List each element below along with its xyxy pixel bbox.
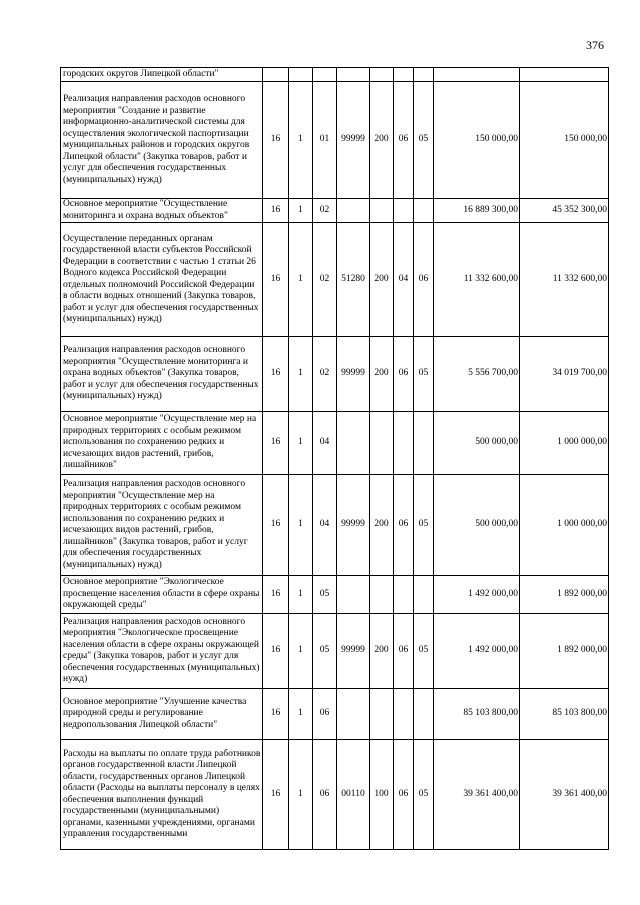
code-direction: [337, 689, 370, 740]
code-section: 04: [394, 223, 414, 337]
code-direction: 99999: [337, 337, 370, 412]
code-expense-type: 200: [370, 614, 394, 689]
code-subsection: [414, 412, 434, 475]
code-measure: 04: [313, 412, 337, 475]
code-subsection: 05: [414, 614, 434, 689]
code-measure: 05: [313, 576, 337, 614]
table-row: [61, 412, 609, 475]
code-direction: [337, 199, 370, 223]
code-subprogram: 1: [289, 475, 313, 576]
amount-year2: 1 892 000,00: [520, 614, 609, 689]
code-subsection: 05: [414, 337, 434, 412]
code-measure: 02: [313, 337, 337, 412]
table-row: [61, 223, 609, 337]
code-measure: 05: [313, 614, 337, 689]
code-section: 06: [394, 614, 414, 689]
code-subsection: 05: [414, 740, 434, 850]
code-section: [394, 689, 414, 740]
code-expense-type: 200: [370, 337, 394, 412]
code-expense-type: [370, 576, 394, 614]
amount-year1: 5 556 700,00: [434, 337, 520, 412]
table-row: [61, 82, 609, 199]
code-section: 06: [394, 82, 414, 199]
code-section: [394, 68, 414, 82]
code-subprogram: 1: [289, 412, 313, 475]
code-measure: 04: [313, 475, 337, 576]
row-description: Основное мероприятие "Осуществление мониторинга и охрана водных объектов": [61, 199, 263, 223]
code-expense-type: 200: [370, 475, 394, 576]
row-description: Реализация направления расходов основного мероприятия "Осуществление мер на природных территориях с особым режимом использования по сохранению редких и исчезающих видов растений, грибов, лишайников" (Закупка товаров, работ и услуг для обеспечения государственных (муниципальных) нужд): [61, 475, 263, 576]
table-row: [61, 689, 609, 740]
amount-year2: 150 000,00: [520, 82, 609, 199]
table-row: [61, 475, 609, 576]
code-section: 06: [394, 475, 414, 576]
code-subsection: 05: [414, 475, 434, 576]
code-direction: [337, 412, 370, 475]
code-direction: 99999: [337, 82, 370, 199]
code-direction: [337, 576, 370, 614]
amount-year1: [434, 68, 520, 82]
amount-year1: 500 000,00: [434, 475, 520, 576]
amount-year2: 11 332 600,00: [520, 223, 609, 337]
code-gr: 16: [263, 82, 289, 199]
code-expense-type: [370, 199, 394, 223]
row-description: городских округов Липецкой области": [61, 68, 263, 82]
table-row: [61, 199, 609, 223]
table-row: [61, 68, 609, 82]
code-expense-type: [370, 412, 394, 475]
code-measure: 01: [313, 82, 337, 199]
row-description: Основное мероприятие "Улучшение качества природной среды и регулирование недропользования Липецкой области": [61, 689, 263, 740]
amount-year1: 11 332 600,00: [434, 223, 520, 337]
code-direction: 99999: [337, 475, 370, 576]
table-row: [61, 576, 609, 614]
code-subprogram: 1: [289, 223, 313, 337]
code-expense-type: 100: [370, 740, 394, 850]
code-section: [394, 199, 414, 223]
code-expense-type: 200: [370, 82, 394, 199]
code-subprogram: 1: [289, 576, 313, 614]
code-section: 06: [394, 337, 414, 412]
amount-year2: 1 892 000,00: [520, 576, 609, 614]
amount-year1: 150 000,00: [434, 82, 520, 199]
code-subsection: [414, 689, 434, 740]
code-expense-type: 200: [370, 223, 394, 337]
amount-year2: [520, 68, 609, 82]
code-gr: 16: [263, 475, 289, 576]
row-description: Реализация направления расходов основного мероприятия "Осуществление мониторинга и охрана водных объектов" (Закупка товаров, работ и услуг для обеспечения государственных (муниципальных) нужд): [61, 337, 263, 412]
code-section: 06: [394, 740, 414, 850]
code-measure: 06: [313, 740, 337, 850]
row-description: Реализация направления расходов основного мероприятия "Экологическое просвещение населения области в сфере охраны окружающей среды" (Закупка товаров, работ и услуг для обеспечения государственных (муниципальных) нужд): [61, 614, 263, 689]
code-subprogram: 1: [289, 689, 313, 740]
row-description: Осуществление переданных органам государственной власти субъектов Российской Федерации в соответствии с частью 1 статьи 26 Водного кодекса Российской Федерации отдельных полномочий Российской Федерации в области водных отношений (Закупка товаров, работ и услуг для обеспечения государственных (муниципальных) нужд): [61, 223, 263, 337]
code-measure: 06: [313, 689, 337, 740]
code-subprogram: 1: [289, 614, 313, 689]
code-gr: [263, 68, 289, 82]
amount-year2: 39 361 400,00: [520, 740, 609, 850]
table-body: [61, 68, 609, 850]
code-subsection: [414, 68, 434, 82]
code-direction: 99999: [337, 614, 370, 689]
code-expense-type: [370, 68, 394, 82]
code-expense-type: [370, 689, 394, 740]
row-description: Основное мероприятие "Экологическое просвещение населения области в сфере охраны окружающей среды": [61, 576, 263, 614]
amount-year1: 16 889 300,00: [434, 199, 520, 223]
code-gr: 16: [263, 199, 289, 223]
code-gr: 16: [263, 740, 289, 850]
amount-year1: 500 000,00: [434, 412, 520, 475]
code-subsection: [414, 576, 434, 614]
code-section: [394, 412, 414, 475]
code-gr: 16: [263, 614, 289, 689]
code-subsection: 05: [414, 82, 434, 199]
code-direction: [337, 68, 370, 82]
amount-year1: 1 492 000,00: [434, 576, 520, 614]
code-gr: 16: [263, 689, 289, 740]
code-gr: 16: [263, 223, 289, 337]
amount-year2: 34 019 700,00: [520, 337, 609, 412]
amount-year1: 39 361 400,00: [434, 740, 520, 850]
amount-year1: 85 103 800,00: [434, 689, 520, 740]
code-direction: 00110: [337, 740, 370, 850]
table-row: [61, 614, 609, 689]
amount-year1: 1 492 000,00: [434, 614, 520, 689]
code-subprogram: 1: [289, 82, 313, 199]
table-row: [61, 337, 609, 412]
code-subsection: 06: [414, 223, 434, 337]
code-measure: [313, 68, 337, 82]
table-row: [61, 740, 609, 850]
code-subsection: [414, 199, 434, 223]
code-subprogram: 1: [289, 199, 313, 223]
amount-year2: 45 352 300,00: [520, 199, 609, 223]
code-gr: 16: [263, 337, 289, 412]
code-subprogram: 1: [289, 337, 313, 412]
row-description: Реализация направления расходов основного мероприятия "Создание и развитие информационно-аналитической системы для осуществления экологической паспортизации муниципальных районов и городских округов Липецкой области" (Закупка товаров, работ и услуг для обеспечения государственных (муниципальных) нужд): [61, 82, 263, 199]
budget-table: [60, 67, 609, 850]
code-direction: 51280: [337, 223, 370, 337]
row-description: Расходы на выплаты по оплате труда работников органов государственной власти Липецкой области, государственных органов Липецкой области (Расходы на выплаты персоналу в целях обеспечения выполнения функций государственными (муниципальными) органами, казенными учреждениями, органами управления государственными: [61, 740, 263, 850]
code-subprogram: [289, 68, 313, 82]
code-gr: 16: [263, 576, 289, 614]
code-subprogram: 1: [289, 740, 313, 850]
amount-year2: 1 000 000,00: [520, 412, 609, 475]
code-measure: 02: [313, 199, 337, 223]
code-section: [394, 576, 414, 614]
amount-year2: 1 000 000,00: [520, 475, 609, 576]
code-measure: 02: [313, 223, 337, 337]
page-number: 376: [586, 38, 604, 52]
code-gr: 16: [263, 412, 289, 475]
amount-year2: 85 103 800,00: [520, 689, 609, 740]
row-description: Основное мероприятие "Осуществление мер на природных территориях с особым режимом использования по сохранению редких и исчезающих видов растений, грибов, лишайников": [61, 412, 263, 475]
